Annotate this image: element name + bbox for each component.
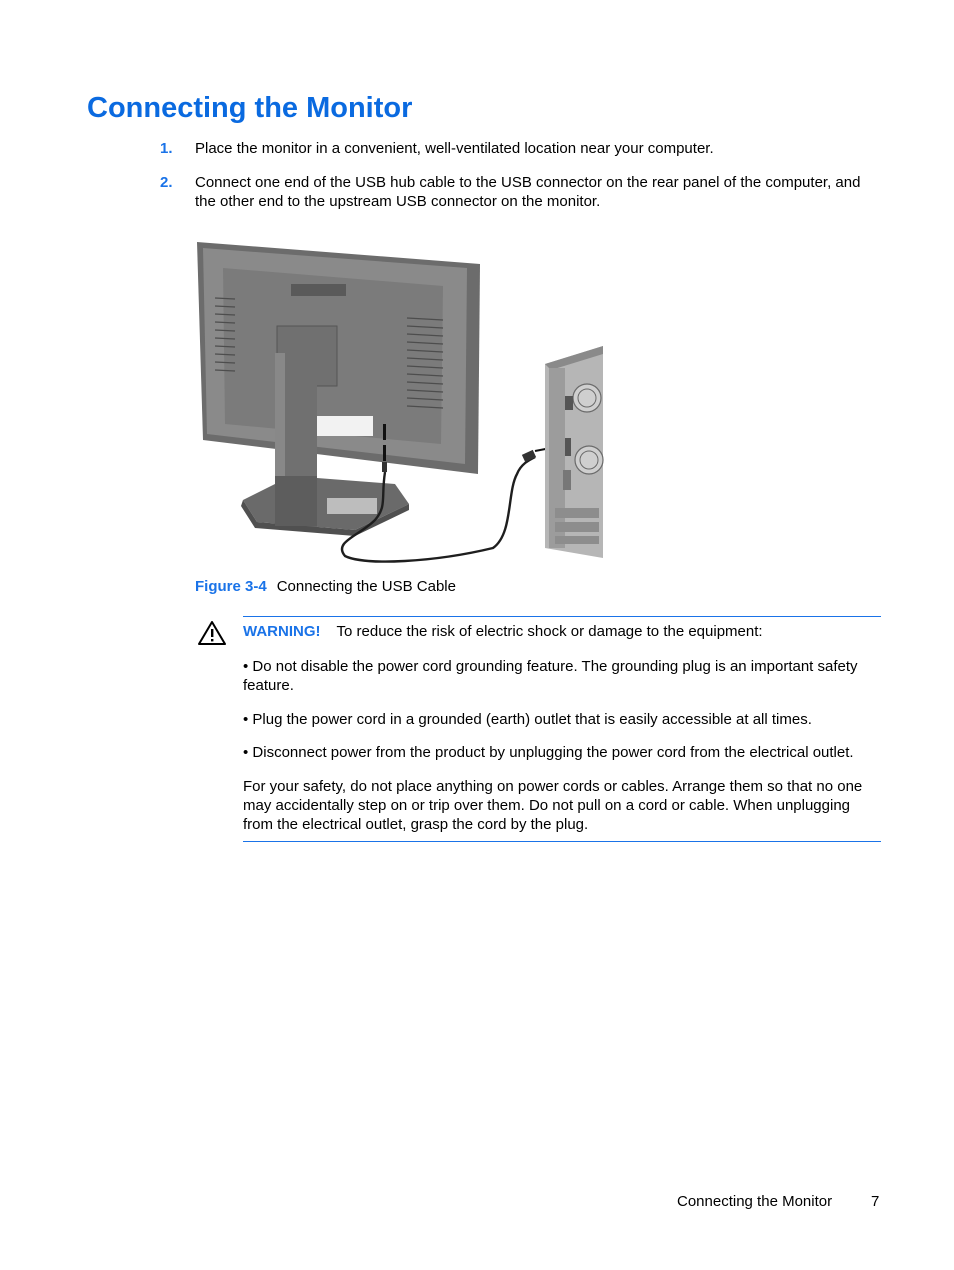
warning-intro: To reduce the risk of electric shock or damage to the equipment: <box>336 623 763 640</box>
footer-section-title: Connecting the Monitor <box>677 1193 833 1210</box>
computer-tower <box>545 346 603 558</box>
warning-label: WARNING! <box>243 623 321 640</box>
warning-bullet: • Do not disable the power cord grounding feature. The grounding plug is an important safety feature. <box>243 658 858 694</box>
step-number: 2. <box>160 174 173 191</box>
page-number: 7 <box>871 1193 880 1210</box>
usb-connection-illustration <box>195 238 607 566</box>
figure-caption-text: Connecting the USB Cable <box>276 578 456 595</box>
figure-label: Figure 3-4 <box>195 578 267 595</box>
warning-heading <box>243 623 763 640</box>
warning-triangle-icon <box>197 620 227 646</box>
warning-bottom-rule <box>243 841 881 842</box>
warning-bullet: • Disconnect power from the product by unplugging the power cord from the electrical outlet. <box>243 744 854 761</box>
step-text: Place the monitor in a convenient, well-ventilated location near your computer. <box>195 140 714 157</box>
figure-caption <box>195 578 456 595</box>
monitor-back <box>197 242 480 474</box>
warning-top-rule <box>243 616 881 617</box>
step-text: Connect one end of the USB hub cable to the USB connector on the rear panel of the computer, and the other end to the upstream USB connector on the monitor. <box>195 174 861 210</box>
page-title: Connecting the Monitor <box>87 92 413 124</box>
warning-bullet: • Plug the power cord in a grounded (earth) outlet that is easily accessible at all times. <box>243 711 812 728</box>
step-number: 1. <box>160 140 173 157</box>
safety-paragraph: For your safety, do not place anything on power cords or cables. Arrange them so that no one may accidentally step on or trip over them. Do not pull on a cord or cable. When unplugging from the electrical outlet, grasp the cord by the plug. <box>243 778 863 833</box>
